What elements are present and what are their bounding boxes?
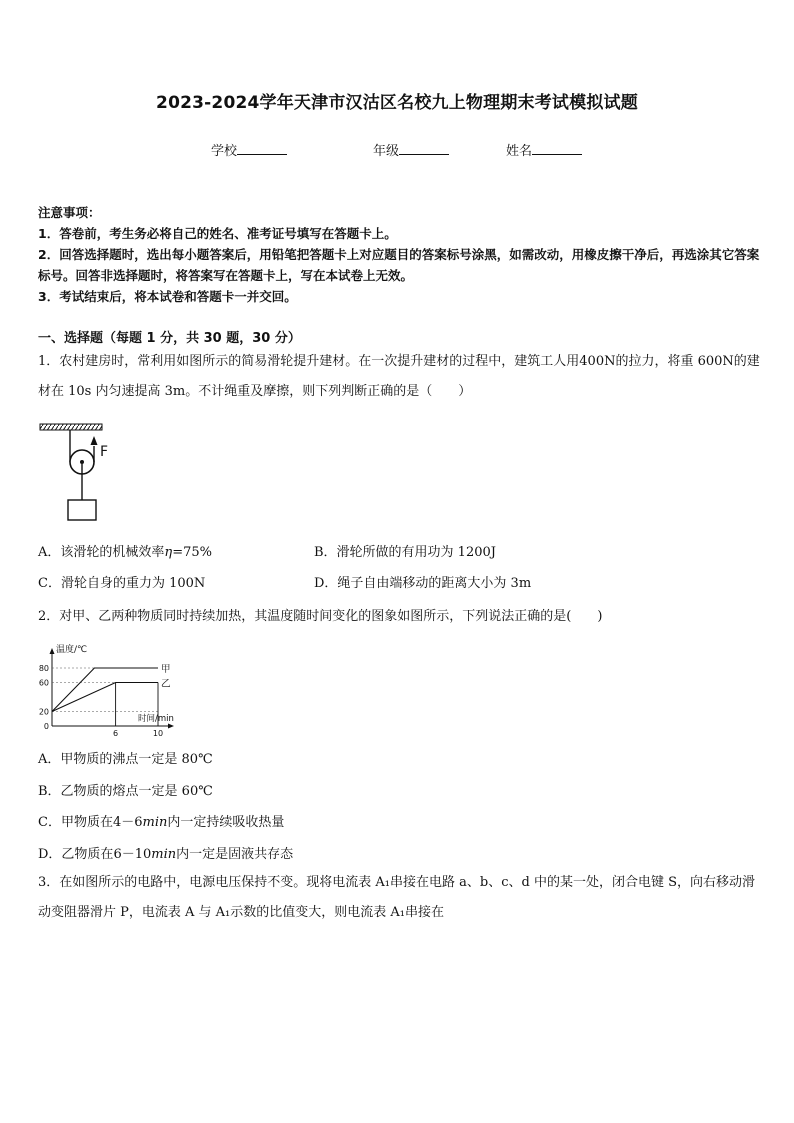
school-blank[interactable]	[237, 142, 287, 155]
x-axis-arrow	[168, 724, 174, 729]
q2-option-d-text: D．乙物质在	[38, 847, 114, 862]
pulley-axle	[80, 460, 84, 464]
q3-stem: 3．在如图所示的电路中，电源电压保持不变。现将电流表 A₁串接在电路 a、b、c、d 中的某一处，闭合电键 S，向右移动滑动变阻器滑片 P，电流表 A 与 A₁示数的比值变大，则电流表 A₁串接在	[38, 875, 755, 920]
y-tick-label: 0	[43, 722, 49, 731]
grade-label: 年级	[373, 144, 400, 159]
series-line-2	[52, 683, 158, 712]
y-tick-label: 60	[38, 678, 49, 688]
q2-stem: 2．对甲、乙两种物质同时持续加热，其温度随时间变化的图象如图所示，下列说法正确的是( )	[38, 609, 603, 624]
q2-option-d-unit: min	[151, 847, 177, 862]
school-field[interactable]	[211, 140, 287, 159]
q2-option-b[interactable]: B．乙物质的熔点一定是 60℃	[38, 784, 213, 799]
chart-xlabel: 时间/min	[138, 714, 174, 724]
q1-option-a-value: =75%	[172, 545, 212, 560]
q2-option-a[interactable]: A．甲物质的沸点一定是 80℃	[38, 752, 213, 767]
name-field[interactable]	[506, 140, 582, 159]
eta-symbol: η	[164, 545, 173, 560]
q2-option-c-text: C．甲物质在	[38, 815, 113, 830]
q1-option-a[interactable]	[38, 541, 212, 560]
note-item-3: 3．考试结束后，将本试卷和答题卡一并交回。	[38, 289, 297, 304]
note-item-1: 1．答卷前，考生务必将自己的姓名、准考证号填写在答题卡上。	[38, 226, 397, 241]
notes-heading: 注意事项：	[38, 205, 101, 220]
q2-option-c-range: 4－6	[112, 815, 143, 830]
pulley-figure	[38, 420, 118, 524]
grade-blank[interactable]	[399, 142, 449, 155]
q1-option-c[interactable]: C．滑轮自身的重力为 100N	[38, 576, 206, 591]
y-tick-label: 80	[38, 664, 49, 673]
q1-option-b[interactable]: B．滑轮所做的有用功为 1200J	[314, 545, 496, 560]
chart-ylabel: 温度/℃	[56, 645, 88, 655]
notes-block	[38, 202, 760, 307]
series-label-1: 甲	[161, 664, 171, 675]
name-blank[interactable]	[532, 142, 582, 155]
q2-option-d[interactable]	[38, 843, 293, 862]
page-title: 2023-2024学年天津市汉沽区名校九上物理期末考试模拟试题	[156, 93, 638, 113]
series-label-2: 乙	[161, 678, 171, 690]
school-label: 学校	[211, 144, 238, 159]
q1-stem: 1．农村建房时，常利用如图所示的简易滑轮提升建材。在一次提升建材的过程中，建筑工人用400N的拉力，将重 600N的建材在 10s 内匀速提高 3m。不计绳重及摩擦，则下列判断正确的是（ ）	[38, 354, 760, 399]
q2-option-d-rest: 内一定是固液共存态	[176, 847, 294, 862]
y-tick-label: 20	[38, 707, 49, 717]
q2-option-d-range: 6－10	[113, 847, 152, 862]
name-label: 姓名	[506, 144, 533, 159]
grade-field[interactable]	[373, 140, 449, 159]
q1-option-a-text: A．该滑轮的机械效率	[38, 545, 165, 560]
force-arrow-head	[91, 436, 98, 445]
section-heading: 一、选择题（每题 1 分，共 30 题，30 分）	[38, 331, 301, 346]
q2-option-c-rest: 内一定持续吸收热量	[167, 815, 285, 830]
q2-option-c-unit: min	[142, 815, 168, 830]
series-line-1	[52, 668, 158, 712]
ceiling-hatch	[40, 424, 102, 430]
x-tick-label: 6	[113, 729, 119, 738]
q1-option-d[interactable]: D．绳子自由端移动的距离大小为 3m	[314, 576, 532, 591]
force-label: F	[100, 444, 109, 460]
temperature-time-chart	[30, 640, 190, 740]
y-axis-arrow	[50, 648, 55, 654]
q2-option-c[interactable]	[38, 811, 284, 830]
load-box	[68, 500, 96, 520]
x-tick-label: 10	[152, 729, 164, 738]
note-item-2: 2．回答选择题时，选出每小题答案后，用铅笔把答题卡上对应题目的答案标号涂黑，如需改动，用橡皮擦干净后，再选涂其它答案标号。回答非选择题时，将答案写在答题卡上，写在本试卷上无效。	[38, 247, 760, 283]
